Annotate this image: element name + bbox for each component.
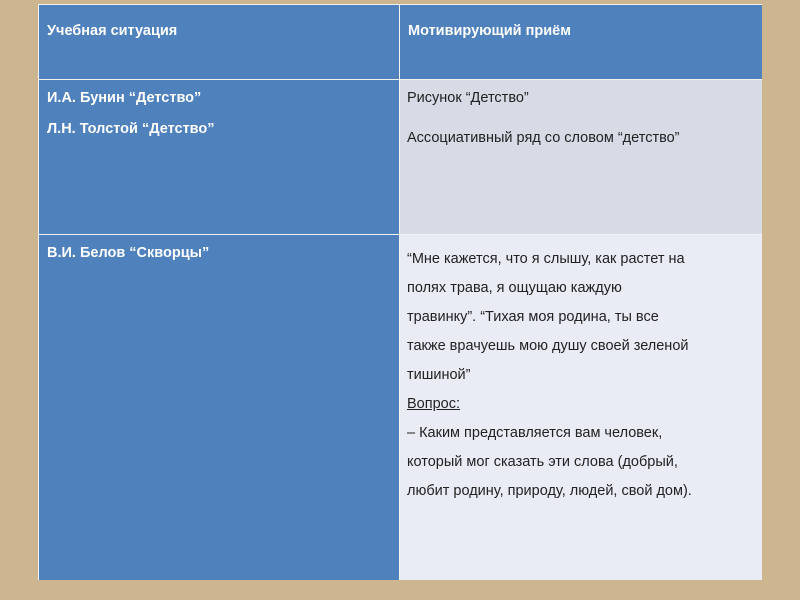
quote-line: также врачуешь мою душу своей зеленой <box>407 338 689 354</box>
quote-line: “Мне кажется, что я слышу, как растет на <box>407 251 685 267</box>
technique-text: Ассоциативный ряд со словом “детство” <box>407 130 680 146</box>
table-row-2-technique <box>400 235 762 580</box>
quote-line: травинку”. “Тихая моя родина, ты все <box>407 309 659 325</box>
table-row-2-situation <box>39 235 400 580</box>
question-line: любит родину, природу, людей, свой дом). <box>407 483 692 499</box>
table-row-1-technique <box>400 80 762 235</box>
header-cell-technique <box>400 5 762 80</box>
header-label-situation: Учебная ситуация <box>47 23 178 39</box>
quote-line: тишиной” <box>407 367 471 383</box>
question-line: который мог сказать эти слова (добрый, <box>407 454 678 470</box>
technique-text: Рисунок “Детство” <box>407 90 529 106</box>
quote-line: полях трава, я ощущаю каждую <box>407 280 622 296</box>
header-cell-situation <box>39 5 400 80</box>
situation-text: Л.Н. Толстой “Детство” <box>47 121 215 137</box>
situation-text: В.И. Белов “Скворцы” <box>47 245 210 261</box>
question-label: Вопрос: <box>407 396 460 412</box>
situation-text: И.А. Бунин “Детство” <box>47 90 202 106</box>
methods-table <box>38 4 762 580</box>
question-line: – Каким представляется вам человек, <box>407 425 663 441</box>
table-row-1-situation <box>39 80 400 235</box>
header-label-technique: Мотивирующий приём <box>408 23 571 39</box>
